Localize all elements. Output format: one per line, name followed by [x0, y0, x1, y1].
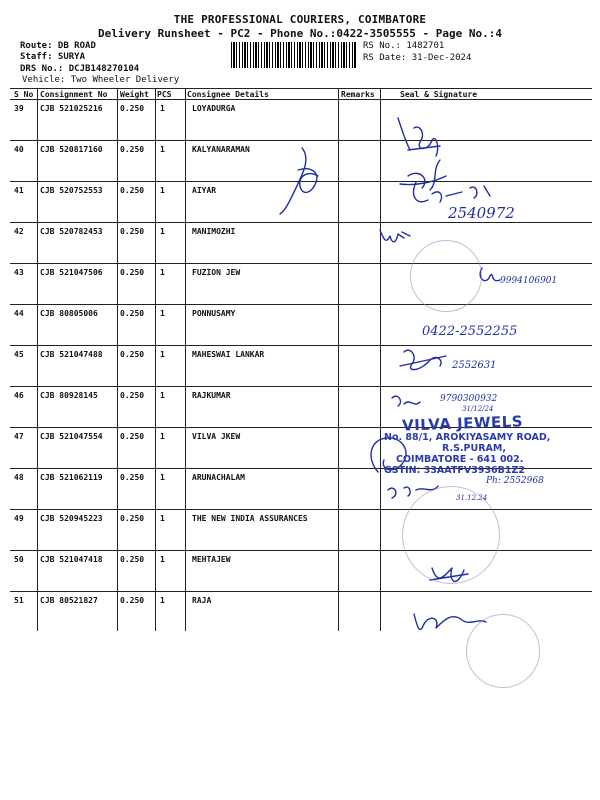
sno-cell: 42 [14, 227, 24, 236]
handwritten-fuzion-phone: 9994106901 [500, 276, 558, 286]
consignee-cell: MANIMOZHI [192, 227, 236, 236]
sno-cell: 50 [14, 555, 24, 564]
scribble-mark [280, 148, 318, 214]
handwritten-ponnusamy-phone: 0422-2552255 [422, 324, 518, 339]
handwritten-maheswai-number: 2552631 [452, 360, 497, 371]
rs-number: RS No.: 1482701 [363, 41, 445, 51]
col-weight-header: Weight [120, 90, 149, 99]
stamp-line4: GSTIN: 33AATFV3936B1Z2 [384, 465, 526, 476]
signature-row-41 [414, 182, 490, 202]
pcs-cell: 1 [160, 145, 165, 154]
consignment-cell: CJB 521062119 [40, 473, 103, 482]
weight-cell: 0.250 [120, 391, 145, 400]
staff-label: Staff: SURYA [20, 52, 86, 62]
consignee-cell: KALYANARAMAN [192, 145, 250, 154]
consignment-cell: CJB 521047506 [40, 268, 103, 277]
consignee-cell: RAJKUMAR [192, 391, 231, 400]
pcs-cell: 1 [160, 555, 165, 564]
weight-cell: 0.250 [120, 145, 145, 154]
col-seal-header: Seal & Signature [400, 90, 478, 99]
weight-cell: 0.250 [120, 555, 145, 564]
weight-cell: 0.250 [120, 227, 145, 236]
stamp-name: VILVA JEWELS [401, 412, 524, 435]
sno-cell: 49 [14, 514, 24, 523]
consignee-cell: MAHESWAI LANKAR [192, 350, 265, 359]
handwritten-arunachalam-date: 31.12.24 [456, 494, 488, 502]
round-seal [466, 614, 540, 688]
signature-row-45 [400, 350, 446, 369]
consignee-cell: FUZION JEW [192, 268, 241, 277]
rs-date: RS Date: 31-Dec-2024 [363, 53, 472, 63]
pcs-cell: 1 [160, 432, 165, 441]
weight-cell: 0.250 [120, 473, 145, 482]
sno-cell: 44 [14, 309, 24, 318]
weight-cell: 0.250 [120, 596, 145, 605]
route-label: Route: DB ROAD [20, 41, 96, 51]
col-consignee-header: Consignee Details [187, 90, 269, 99]
handwritten-arunachalam-phone: Ph: 2552968 [486, 476, 544, 486]
consignee-cell: VILVA JKEW [192, 432, 241, 441]
company-seal [410, 240, 482, 312]
weight-cell: 0.250 [120, 350, 145, 359]
sno-cell: 47 [14, 432, 24, 441]
consignee-cell: MEHTAJEW [192, 555, 231, 564]
vehicle-label: Vehicle: Two Wheeler Delivery [22, 75, 180, 85]
consignment-cell: CJB 521025216 [40, 104, 103, 113]
sno-cell: 41 [14, 186, 24, 195]
consignee-cell: THE NEW INDIA ASSURANCES [192, 514, 308, 523]
stamp-line3: COIMBATORE - 641 002. [396, 454, 524, 465]
runsheet-subtitle: Delivery Runsheet - PC2 - Phone No.:0422-3505555 - Page No.:4 [98, 27, 502, 40]
weight-cell: 0.250 [120, 432, 145, 441]
pcs-cell: 1 [160, 596, 165, 605]
consignee-cell: AIYAR [192, 186, 217, 195]
handwritten-rajkumar-phone: 9790300932 [440, 394, 498, 404]
signature-row-40 [400, 160, 446, 190]
consignment-cell: CJB 521047488 [40, 350, 103, 359]
consignment-cell: CJB 80521827 [40, 596, 98, 605]
col-sno-header: S No [14, 90, 34, 99]
sno-cell: 40 [14, 145, 24, 154]
pcs-cell: 1 [160, 104, 165, 113]
pcs-cell: 1 [160, 309, 165, 318]
consignment-cell: CJB 80805006 [40, 309, 98, 318]
handwritten-rajkumar-date: 31/12/24 [462, 405, 494, 413]
sno-cell: 45 [14, 350, 24, 359]
col-pcs-header: PCS [157, 90, 172, 99]
consignment-cell: CJB 80928145 [40, 391, 98, 400]
sno-cell: 43 [14, 268, 24, 277]
stamp-line2: R.S.PURAM, [442, 443, 506, 454]
pcs-cell: 1 [160, 186, 165, 195]
consignee-cell: PONNUSAMY [192, 309, 236, 318]
weight-cell: 0.250 [120, 104, 145, 113]
signature-row-39 [398, 118, 440, 156]
pcs-cell: 1 [160, 268, 165, 277]
sno-cell: 39 [14, 104, 24, 113]
consignment-cell: CJB 520945223 [40, 514, 103, 523]
consignment-cell: CJB 520782453 [40, 227, 103, 236]
consignee-cell: RAJA [192, 596, 212, 605]
company-title: THE PROFESSIONAL COURIERS, COIMBATORE [173, 13, 427, 26]
consignment-cell: CJB 521047418 [40, 555, 103, 564]
vilva-jewels-stamp [382, 414, 550, 476]
consignee-cell: LOYADURGA [192, 104, 236, 113]
signature-row-43 [480, 268, 500, 281]
stamp-line1: No. 88/1, AROKIYASAMY ROAD, [384, 432, 551, 443]
sno-cell: 46 [14, 391, 24, 400]
weight-cell: 0.250 [120, 268, 145, 277]
pcs-cell: 1 [160, 391, 165, 400]
pcs-cell: 1 [160, 514, 165, 523]
pcs-cell: 1 [160, 227, 165, 236]
pcs-cell: 1 [160, 473, 165, 482]
consignment-cell: CJB 520817160 [40, 145, 103, 154]
handwritten-aiyar-number: 2540972 [448, 204, 515, 222]
sno-cell: 48 [14, 473, 24, 482]
pcs-cell: 1 [160, 350, 165, 359]
col-remarks-header: Remarks [341, 90, 375, 99]
signature-row-46 [392, 396, 420, 406]
weight-cell: 0.250 [120, 514, 145, 523]
drs-number: DRS No.: DCJB148270104 [20, 64, 140, 74]
weight-cell: 0.250 [120, 309, 145, 318]
signature-row-42 [380, 230, 410, 242]
col-consignment-header: Consignment No [40, 90, 108, 99]
consignment-cell: CJB 520752553 [40, 186, 103, 195]
sno-cell: 51 [14, 596, 24, 605]
weight-cell: 0.250 [120, 186, 145, 195]
consignment-cell: CJB 521047554 [40, 432, 103, 441]
consignee-cell: ARUNACHALAM [192, 473, 245, 482]
